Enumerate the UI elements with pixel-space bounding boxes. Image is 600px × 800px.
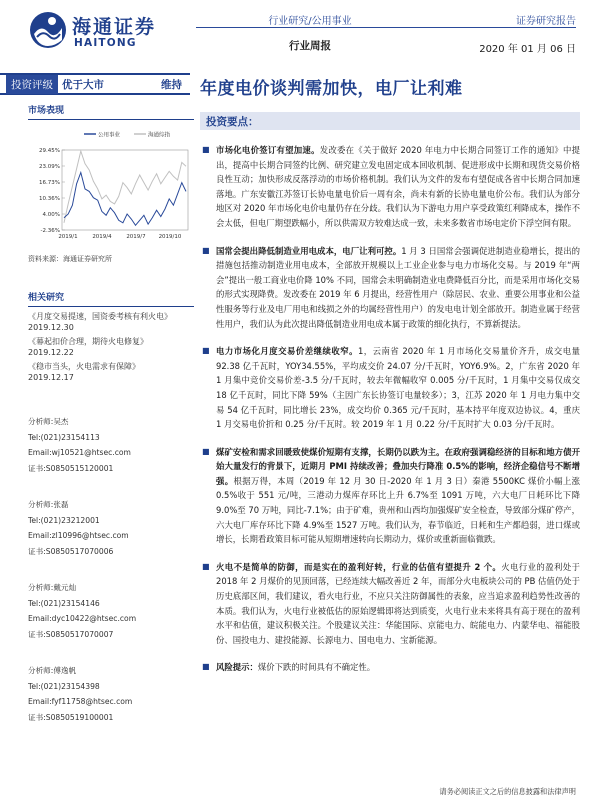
related-title[interactable]: 《幕起扣价合理，期待火电修复》 [28,337,148,346]
key-point-lead: 国常会提出降低制造业用电成本，电厂让利可控。 [216,245,402,256]
key-point-lead: 电力市场化月度交易价差继续收窄。 [216,346,358,357]
report-category: 行业研究/公用事业 [268,16,352,27]
legend-label: 海通综指 [148,132,171,139]
report-label: 证券研究报告 [516,16,576,27]
market-chart [28,126,194,250]
x-tick-label: 2019/1 [58,234,78,240]
related-item[interactable] [28,336,194,357]
analyst-card [28,663,194,725]
chart-source: 资料来源：海通证券研究所 [28,255,112,263]
related-title[interactable]: 《稳市当头，火电需求有保障》 [28,362,140,371]
y-tick-label: 4.00% [42,212,60,218]
bullet-icon: ■ [202,446,210,456]
related-date: 2019.12.17 [28,373,74,382]
bullet-icon: ■ [202,561,210,571]
company-name-cn: 海通证券 [72,16,157,38]
key-point-lead: 火电不是简单的防御，而是实在的盈利好转，行业的估值有望提升 2 个。 [216,561,502,572]
analyst-card [28,580,194,642]
analyst-card [28,497,194,559]
report-type: 行业周报 [289,40,331,52]
haitong-logo-icon [28,10,68,50]
key-point [200,445,580,547]
company-name-en: HAITONG [74,37,137,49]
market-heading: 市场表现 [28,103,194,120]
legal-disclaimer: 请务必阅读正文之后的信息披露和法律声明 [439,787,576,796]
analyst-email[interactable]: Email:dyc10422@htsec.com [28,614,137,623]
legend-label: 公用事业 [98,132,121,139]
analyst-email[interactable]: Email:zl10996@htsec.com [28,531,129,540]
key-point-text: 根据万得，本周（2019 年 12 月 30 日-2020 年 1 月 3 日）秦港 5500KC 煤价小幅上涨 0.5%收于 551 元/吨，三港动力煤库存环比上升 6.7%至 1091 万吨，六大电厂日耗环比下降 9.0%至 70 万吨，同比-7.1%；由于矿难，贵州和山西均加强煤矿安全检查，导致部分煤矿停产，六大电厂库存环比下降 4.9%至 1527 万吨。我们认为，春节临近，日耗和生产都趋弱，进口煤或增长，长期看政策目标可能从短期增速转向长期动力，煤价或重新面临微跌。 [216,475,580,545]
analyst-tel: Tel:(021)23154398 [28,681,100,691]
key-point-lead: 市场化电价签订有望加速。 [216,145,320,155]
key-point-text: 发改委在《关于做好 2020 年电力中长期合同签订工作的通知》中提出，提高中长期合同签约比例、研究建立发电固定成本回收机制、促进形成中长期和现货交易价格良性互动；加快形成反落浮动的市场价格机制。我们认为文件的发布有望促成各省中长期合同加速落地。广东安徽江苏签订长协电量电价后一周有余，尚未有新的长协电量电价公布。我们认为部分地区对 2020 年市场化电价电量仍存在分歧。我们认为下游电力用户享受政策红利降成本，操作不会太低，但电厂期望跌幅小，所以供需双方较难达成一致，未来多数省市场电定价下浮空间有限。 [216,145,581,228]
rating-label: 投资评级 [6,75,58,94]
key-point-text: 1 月 3 日国常会强调促进制造业稳增长，提出的措施包括推动制造业用电成本，全部放开规模以上工业企业参与电力市场化交易。与 2019 年“两会”提出一般工商业电价降 10% 不同，国常会未明确制造业电费降低百分比，而是采用市场化交易的形式实现降费。发改委在 2019 年 6 月提出，经营性用户（除居民、农业、重要公用事业和公益性服务等行业及电厂用电和线损之外的均属经营性用户）的发电电计划全部放开。制造业属于经营性用户，我们认为此次提出降低制造业用电成本属于政策的细化执行，不算新提法。 [216,245,580,329]
analyst-cert: 证书:S0850515120001 [28,463,114,473]
x-tick-label: 2019/7 [126,234,146,240]
y-tick-label: 23.09% [39,164,60,170]
related-research [28,290,194,382]
rating-bar [0,73,190,95]
bullet-icon: ■ [202,346,210,356]
key-points-heading: 投资要点： [200,112,580,130]
related-date: 2019.12.30 [28,323,74,332]
bullet-icon: ■ [202,662,210,672]
key-point-text: 1，云南省 2020 年 1 月市场化交易量价齐升，成交电量 92.38 亿千瓦时，YOY34.55%，平均成交价 24.07 分/千瓦时，YOY6.9%。2，广东省 2020 年 1 月集中竞价交易价差-3.5 分/千瓦时，较去年微幅收窄 0.005 分/千瓦时，1 月集中交易仅成交 18 亿千瓦时，同比下降 59%（主因广东长协签订电量较多）；3，江苏 2020 年 1 月电力集中交易 54 亿千瓦时，同比增长 23%，成交均价 0.365 元/千瓦时，基本持平年度双边协议。4，重庆 1 月交易电价折和 0.25 分/千瓦时。较 2019 年 1 月 0.22 分/千瓦时扩大 0.03 分/千瓦时。 [216,346,580,430]
analyst-cert: 证书:S0850517070006 [28,546,114,556]
report-header [0,0,600,62]
analyst-name: 分析师:吴杰 [28,417,69,426]
analyst-cert: 证书:S0850517070007 [28,629,114,639]
analyst-name: 分析师:张磊 [28,500,69,509]
header-right [456,12,576,55]
bullet-icon: ■ [202,145,210,154]
main-content [200,112,580,675]
x-tick-label: 2019/10 [158,234,182,240]
analyst-email[interactable]: Email:fyf11758@htsec.com [28,697,133,706]
x-tick-label: 2019/4 [92,234,112,240]
related-date: 2019.12.22 [28,348,74,357]
key-point [200,560,580,648]
analyst-list [28,414,194,725]
key-point-lead: 煤矿安检和需求回暖致使煤价短期有支撑，长期仍以跌为主。在政府强调稳经济的目标和地方债开始大量发行的背景下，近期月 PMI 持续改善；叠加央行降准 0.5%的影响，经济企稳信号不断增强。 [216,446,580,486]
key-point-text: 火电行业的盈利处于 2018 年 2 月煤价的见顶回落，已经连续大幅改善近 2 年，而部分火电板块公司的 PB 估值仍处于历史底部区间，我们建议，看火电行业，不应只关注防御属性的表象，应当追求盈利趋势性改善的本质。我们认为，火电行业被低估的原始逻辑即将达到质变，火电行业未来将具有高于现在的盈利水平和估值，建议积极关注。个股建议关注：华能国际、京能电力、皖能电力、内蒙华电、福能股份、国投电力、建投能源、长源电力、国电电力、宝新能源。 [216,561,580,645]
key-point-text: 煤价下跌的时间具有不确定性。 [257,662,376,673]
y-tick-label: 10.36% [39,196,60,202]
analyst-tel: Tel:(021)23154113 [28,432,100,442]
company-logo [28,10,178,52]
key-point [200,344,580,432]
series-line [64,151,186,223]
key-point-lead: 风险提示： [216,662,258,673]
related-item[interactable] [28,361,194,382]
market-line-chart [28,126,194,250]
bullet-icon: ■ [202,245,210,255]
series-line [64,173,186,226]
y-tick-label: -2.36% [40,228,60,234]
report-title: 年度电价谈判需加快，电厂让利难 [200,79,463,99]
left-sidebar [28,103,194,746]
key-point [200,244,580,332]
analyst-tel: Tel:(021)23212001 [28,515,100,525]
header-center [250,12,370,53]
analyst-email[interactable]: Email:wj10521@htsec.com [28,448,131,457]
rating-change: 维持 [161,78,182,91]
analyst-cert: 证书:S0850519100001 [28,712,114,722]
report-date: 2020 年 01 月 06 日 [479,44,576,55]
y-tick-label: 29.45% [39,148,60,154]
rating-value: 优于大市 [62,78,104,91]
analyst-tel: Tel:(021)23154146 [28,598,100,608]
analyst-card [28,414,194,476]
related-heading: 相关研究 [28,290,194,307]
key-point [200,143,580,231]
related-item[interactable] [28,311,194,332]
analyst-name: 分析师:傅逸帆 [28,666,77,675]
analyst-name: 分析师:戴元灿 [28,583,77,592]
related-title[interactable]: 《月度交易提速，国资委考核有利火电》 [28,312,172,321]
y-tick-label: 16.73% [39,180,60,186]
key-point [200,660,580,675]
